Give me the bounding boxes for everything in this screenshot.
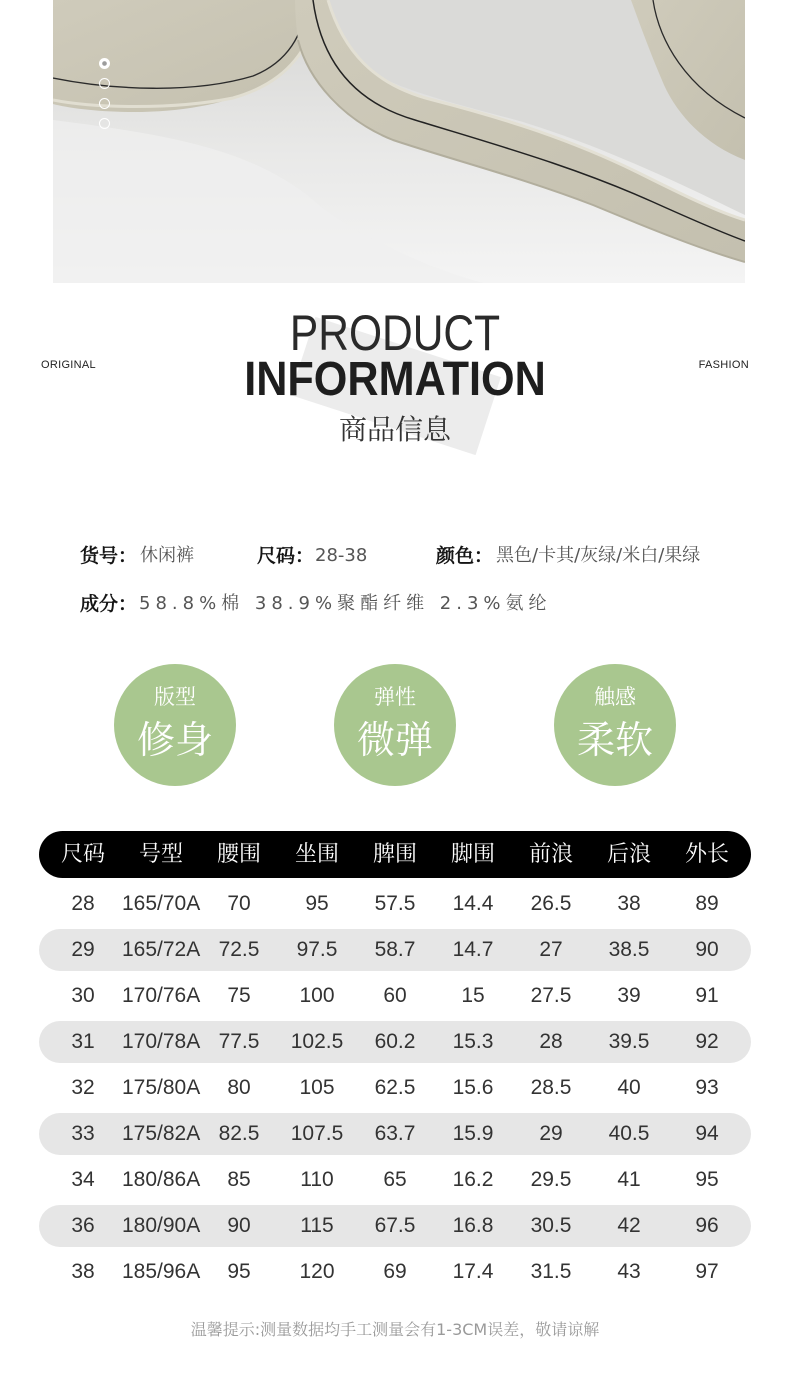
composition-value: 58.8%棉 38.9%聚酯纤维 2.3%氨纶: [139, 593, 552, 614]
title-information: INFORMATION: [244, 353, 546, 406]
table-cell: 27: [539, 938, 563, 961]
table-cell: 39.5: [608, 1030, 650, 1053]
carousel-dot[interactable]: [99, 58, 110, 69]
table-header-cell: 尺码: [60, 842, 105, 867]
table-cell: 15: [461, 984, 485, 1007]
size-range-value: 28-38: [315, 545, 368, 566]
carousel-dot[interactable]: [99, 98, 110, 109]
table-cell: 185/96A: [122, 1260, 201, 1283]
table-cell: 105: [299, 1076, 335, 1099]
table-cell: 90: [227, 1214, 251, 1237]
table-cell: 60: [383, 984, 407, 1007]
size-table-header: [39, 831, 751, 878]
table-header-cell: 后浪: [606, 842, 651, 867]
table-row: [39, 975, 751, 1017]
table-cell: 94: [695, 1122, 719, 1145]
table-cell: 180/90A: [122, 1214, 201, 1237]
table-cell: 41: [617, 1168, 641, 1191]
carousel-dot[interactable]: [99, 118, 110, 129]
table-cell: 28: [539, 1030, 563, 1053]
table-cell: 70: [227, 892, 251, 915]
table-cell: 60.2: [374, 1030, 416, 1053]
table-cell: 165/70A: [122, 892, 201, 915]
feature-value: 修身: [136, 718, 213, 762]
table-cell: 85: [227, 1168, 251, 1191]
table-cell: 27.5: [530, 984, 572, 1007]
table-row: [39, 883, 751, 925]
feature-label: 触感: [594, 685, 636, 709]
table-cell: 39: [617, 984, 641, 1007]
table-cell: 17.4: [452, 1260, 494, 1283]
table-row: [39, 1205, 751, 1247]
table-cell: 40: [617, 1076, 641, 1099]
table-cell: 28: [71, 892, 95, 915]
measurement-note: 温馨提示:测量数据均手工测量会有1-3CM误差，敬请谅解: [190, 1320, 600, 1339]
table-cell: 75: [227, 984, 251, 1007]
size-table-body: [39, 883, 751, 1297]
table-cell: 80: [227, 1076, 251, 1099]
table-cell: 90: [695, 938, 719, 961]
table-cell: 29: [539, 1122, 563, 1145]
table-cell: 180/86A: [122, 1168, 201, 1191]
feature-value: 微弹: [356, 718, 433, 762]
composition-label: 成分：: [80, 593, 138, 615]
table-header-cell: 脾围: [372, 842, 417, 867]
table-cell: 93: [695, 1076, 719, 1099]
table-cell: 15.6: [452, 1076, 494, 1099]
table-header-cell: 号型: [138, 842, 183, 867]
table-cell: 95: [227, 1260, 251, 1283]
table-header-cell: 外长: [684, 842, 729, 867]
table-cell: 38.5: [608, 938, 650, 961]
table-cell: 32: [71, 1076, 95, 1099]
color-options-label: 颜色：: [436, 545, 494, 567]
table-cell: 97.5: [296, 938, 338, 961]
table-cell: 33: [71, 1122, 95, 1145]
table-cell: 115: [300, 1214, 334, 1237]
table-cell: 165/72A: [122, 938, 201, 961]
table-cell: 58.7: [374, 938, 416, 961]
item-number-label: 货号：: [80, 545, 138, 567]
table-cell: 29.5: [530, 1168, 572, 1191]
feature-fit-badge: [114, 664, 236, 786]
table-cell: 95: [695, 1168, 719, 1191]
table-cell: 31.5: [530, 1260, 572, 1283]
table-header-cell: 脚围: [450, 842, 495, 867]
table-cell: 14.7: [452, 938, 494, 961]
table-row: [39, 1159, 751, 1201]
table-cell: 175/82A: [122, 1122, 201, 1145]
table-cell: 175/80A: [122, 1076, 201, 1099]
table-cell: 65: [383, 1168, 407, 1191]
table-row: [39, 1021, 751, 1063]
table-cell: 77.5: [218, 1030, 260, 1053]
table-cell: 38: [71, 1260, 95, 1283]
table-cell: 36: [71, 1214, 95, 1237]
table-cell: 42: [617, 1214, 641, 1237]
table-cell: 89: [695, 892, 719, 915]
table-cell: 92: [695, 1030, 719, 1053]
feature-label: 弹性: [374, 685, 416, 709]
table-cell: 170/76A: [122, 984, 201, 1007]
carousel-dot[interactable]: [99, 78, 110, 89]
table-cell: 28.5: [530, 1076, 572, 1099]
table-cell: 38: [617, 892, 641, 915]
table-row: [39, 1067, 751, 1109]
table-cell: 16.2: [452, 1168, 494, 1191]
table-cell: 14.4: [452, 892, 494, 915]
table-header-cell: 前浪: [528, 842, 573, 867]
table-cell: 120: [299, 1260, 335, 1283]
table-cell: 62.5: [374, 1076, 416, 1099]
trousers-photo: [53, 0, 745, 283]
table-cell: 57.5: [374, 892, 416, 915]
size-range-label: 尺码：: [257, 545, 315, 567]
original-tag: ORIGINAL: [41, 359, 96, 371]
table-cell: 91: [695, 984, 719, 1007]
feature-touch-badge: [554, 664, 676, 786]
table-cell: 63.7: [374, 1122, 416, 1145]
feature-value: 柔软: [576, 718, 653, 762]
table-row: [39, 929, 751, 971]
table-cell: 69: [383, 1260, 407, 1283]
feature-label: 版型: [154, 685, 196, 709]
table-row: [39, 1113, 751, 1155]
fashion-tag: FASHION: [698, 359, 749, 371]
table-cell: 100: [299, 984, 335, 1007]
table-cell: 72.5: [218, 938, 260, 961]
table-cell: 26.5: [530, 892, 572, 915]
table-cell: 107.5: [290, 1122, 344, 1145]
table-cell: 102.5: [290, 1030, 344, 1053]
feature-elasticity-badge: [334, 664, 456, 786]
table-cell: 82.5: [218, 1122, 260, 1145]
table-cell: 170/78A: [122, 1030, 201, 1053]
table-cell: 97: [695, 1260, 719, 1283]
table-cell: 110: [300, 1168, 334, 1191]
table-cell: 43: [617, 1260, 641, 1283]
table-cell: 40.5: [608, 1122, 650, 1145]
table-cell: 29: [71, 938, 95, 961]
table-cell: 34: [71, 1168, 95, 1191]
table-cell: 15.3: [452, 1030, 494, 1053]
product-photo: [53, 0, 745, 283]
table-header-cell: 腰围: [216, 842, 261, 867]
table-cell: 30.5: [530, 1214, 572, 1237]
table-row: [39, 1251, 751, 1293]
table-header-cell: 坐围: [294, 842, 339, 867]
table-cell: 16.8: [452, 1214, 494, 1237]
table-cell: 15.9: [452, 1122, 494, 1145]
title-chinese: 商品信息: [338, 413, 451, 446]
table-cell: 31: [71, 1030, 95, 1053]
table-cell: 67.5: [374, 1214, 416, 1237]
table-cell: 96: [695, 1214, 719, 1237]
carousel-dots: [99, 58, 111, 138]
title-product: PRODUCT: [289, 305, 501, 361]
table-cell: 30: [71, 984, 95, 1007]
table-cell: 95: [305, 892, 329, 915]
item-number-value: 休闲裤: [140, 545, 194, 566]
color-options-value: 黑色/卡其/灰绿/米白/果绿: [496, 545, 701, 566]
